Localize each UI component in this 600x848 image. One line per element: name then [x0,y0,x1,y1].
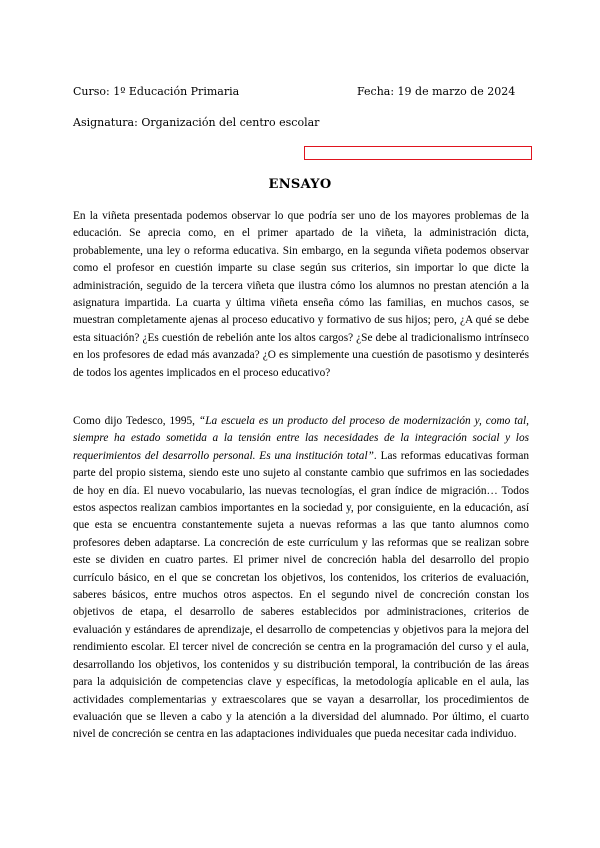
paragraph-1: En la viñeta presentada podemos observar lo que podría ser uno de los mayores problemas de la educación. Se aprecia como, en el primer apartado de la viñeta, la administración dicta, probablemente, una ley o reforma educativa. Sin embargo, en la segunda viñeta podemos observar como el profesor en cuestión imparte su clase según sus criterios, sin importar lo que dicte la administración, seguido de la tercera viñeta que ilustra cómo los alumnos no prestan atención a la asignatura impartida. La cuarta y última viñeta enseña cómo las familias, en muchos casos, se muestran completamente ajenas al proceso educativo y formativo de sus hijos; pero, ¿A qué se debe esta situación? ¿Es cuestión de rebelión ante los altos cargos? ¿Se debe al tradicionalismo intrínseco en los profesores de edad más avanzada? ¿O es simplemente una cuestión de pasotismo y desinterés de todos los agentes implicados en el proceso educativo? [73,210,529,379]
tedesco-quote: “La escuela es un producto del proceso de modernización y, como tal, siempre ha estado sometida a la tensión entre las necesidades de la integración social y los requerimientos del desarrollo personal. Es una institución total” [73,415,529,462]
document-title: ENSAYO [268,177,332,192]
paragraph-2-rest: . Las reformas educativas forman parte del propio sistema, siendo este uno sujeto al constante cambio que sufrimos en las sociedades de hoy en día. El nuevo vocabulario, las nuevas tecnologías, el gran índice de migración… Todos estos aspectos realizan cambios importantes en la sociedad y, por consiguiente, en la educación, así que esta se encuentra constantemente sujeta a nuevas reformas a las que tanto alumnos como profesores deben adaptarse. La concreción de este currículum y las reformas que se realizan sobre este se dividen en cuatro partes. El primer nivel de concreción habla del desarrollo del propio currículo básico, en el que se concretan los objetivos, los contenidos, los criterios de evaluación, saberes básicos, entre muchos otros aspectos. En el segundo nivel de concreción constan los objetivos de etapa, el desarrollo de saberes establecidos por administraciones, criterios de evaluación y estándares de aprendizaje, el desarrollo de competencias y objetivos para la mejora del rendimiento escolar. El tercer nivel de concreción se centra en la programación del curso y el aula, desarrollando los objetivos, los contenidos y su distribución temporal, la contribución de las áreas para la adquisición de competencias clave y específicas, la metodología aplicable en el aula, las actividades complementarias y extraescolares que se vayan a desarrollar, los procedimientos de evaluación que se lleven a cabo y la atención a la diversidad del alumnado. Por último, el cuarto nivel de concreción se centra en las adaptaciones individuales que pueda necesitar cada individuo. [73,449,529,741]
fecha-label: Fecha: 19 de marzo de 2024 [357,85,516,98]
curso-label: Curso: 1º Educación Primaria [73,85,240,98]
asignatura-label: Asignatura: Organización del centro escolar [73,116,320,129]
paragraph-2-intro: Como dijo Tedesco, 1995, [73,415,199,427]
paragraph-2 [73,413,529,744]
red-annotation-box [304,146,532,160]
